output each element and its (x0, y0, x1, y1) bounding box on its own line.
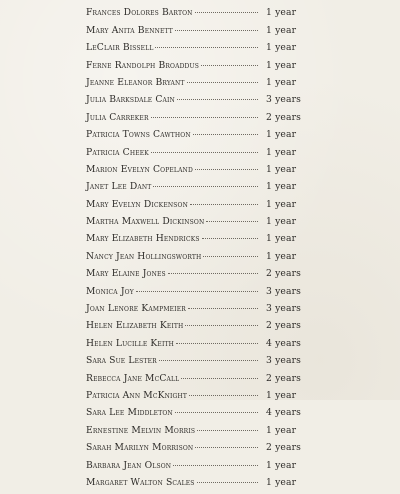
years-count: 2 years (266, 320, 302, 332)
dot-leader (189, 395, 258, 396)
years-count: 1 year (266, 163, 297, 175)
student-name: Margaret Walton Scales (86, 476, 195, 488)
list-item (86, 77, 322, 94)
dot-leader (159, 360, 258, 361)
student-name: Mary Evelyn Dickenson (86, 198, 188, 210)
student-name: Rebecca Jane McCall (86, 372, 180, 384)
student-name: Julia Barksdale Cain (86, 94, 175, 106)
list-item (86, 0, 322, 7)
years-count: 1 year (266, 250, 297, 262)
dot-leader (197, 430, 258, 431)
student-name: LeClair Bissell (86, 42, 154, 54)
list-item (86, 233, 322, 250)
dot-leader (136, 291, 258, 292)
student-name: Barbara Jean Olson (86, 459, 172, 471)
list-item (86, 251, 322, 268)
dot-leader (202, 238, 258, 239)
student-name: Frances Dolores Barton (86, 7, 193, 19)
dot-leader (153, 186, 258, 187)
dot-leader (176, 343, 258, 344)
student-name: Ernestine Melvin Morris (86, 424, 196, 436)
student-name: Helen Lucille Keith (86, 337, 175, 349)
student-name: Sara Lee Middleton (86, 407, 173, 419)
dot-leader (181, 378, 258, 379)
dot-leader (151, 117, 258, 118)
student-name: Sara Sue Lester (86, 355, 157, 367)
years-count: 3 years (266, 303, 302, 315)
student-name: Monica Joy (86, 285, 134, 297)
list-item (86, 355, 322, 372)
years-count: 1 year (266, 76, 297, 88)
dot-leader (203, 256, 258, 257)
years-count: 1 year (266, 424, 297, 436)
years-count: 4 years (266, 337, 302, 349)
student-name: Mary Elaine Jones (86, 268, 166, 280)
dot-leader (175, 30, 258, 31)
dot-leader (195, 447, 258, 448)
years-count: 3 years (266, 94, 302, 106)
dot-leader (185, 325, 258, 326)
dot-leader (177, 99, 258, 100)
dot-leader (188, 308, 258, 309)
years-count: 1 year (266, 146, 297, 158)
dot-leader (168, 273, 258, 274)
list-item (86, 320, 322, 337)
years-count: 1 year (266, 181, 297, 193)
list-item (86, 25, 322, 42)
years-count: 1 year (266, 459, 297, 471)
student-list (86, 0, 322, 494)
student-name: Janet Lee Dant (86, 181, 152, 193)
list-item (86, 181, 322, 198)
years-count: 1 year (266, 216, 297, 228)
dot-leader (190, 204, 258, 205)
list-item (86, 7, 322, 24)
student-name: Martha Maxwell Dickinson (86, 216, 205, 228)
years-count: 1 year (266, 389, 297, 401)
years-count: 1 year (266, 476, 297, 488)
dot-leader (201, 65, 258, 66)
list-item (86, 425, 322, 442)
list-item (86, 442, 322, 459)
dot-leader (193, 134, 258, 135)
list-item (86, 42, 322, 59)
years-count: 1 year (266, 129, 297, 141)
list-item (86, 373, 322, 390)
years-count: 2 years (266, 268, 302, 280)
years-count: 1 year (266, 233, 297, 245)
years-count: 1 year (266, 198, 297, 210)
dot-leader (195, 12, 258, 13)
student-name: Patricia Towns Cawthon (86, 129, 191, 141)
dot-leader (187, 82, 258, 83)
list-item (86, 477, 322, 494)
student-name: Patricia Cheek (86, 146, 149, 158)
list-item (86, 199, 322, 216)
student-name: Julia Carreker (86, 111, 149, 123)
years-count: 1 year (266, 24, 297, 36)
student-name: Sarah Marilyn Morrison (86, 442, 194, 454)
dot-leader (173, 465, 258, 466)
years-count: 1 year (266, 7, 297, 19)
student-name: Patricia Ann McKnight (86, 389, 188, 401)
years-count: 2 years (266, 372, 302, 384)
list-item (86, 268, 322, 285)
student-name: Marion Evelyn Copeland (86, 163, 193, 175)
student-name: Mary Anita Bennett (86, 24, 173, 36)
years-count: 1 year (266, 59, 297, 71)
student-name: Helen Elizabeth Keith (86, 320, 184, 332)
dot-leader (175, 412, 258, 413)
years-count: 3 years (266, 285, 302, 297)
list-item (86, 390, 322, 407)
list-item (86, 164, 322, 181)
dot-leader (197, 482, 258, 483)
student-name: Jeanne Eleanor Bryant (86, 76, 185, 88)
years-count: 4 years (266, 407, 302, 419)
years-count: 3 years (266, 355, 302, 367)
list-item (86, 147, 322, 164)
list-item (86, 338, 322, 355)
list-item (86, 303, 322, 320)
student-name: Nancy Jean Hollingsworth (86, 250, 202, 262)
years-count: 2 years (266, 442, 302, 454)
list-item (86, 407, 322, 424)
list-item (86, 60, 322, 77)
list-item (86, 112, 322, 129)
dot-leader (155, 47, 258, 48)
dot-leader (151, 152, 258, 153)
student-name: Joan Lenore Kampmeier (86, 303, 186, 315)
list-item (86, 94, 322, 111)
list-item (86, 286, 322, 303)
list-item (86, 129, 322, 146)
dot-leader (195, 169, 258, 170)
list-item (86, 460, 322, 477)
student-name: Ferne Randolph Broaddus (86, 59, 199, 71)
years-count: 2 years (266, 111, 302, 123)
years-count: 1 year (266, 42, 297, 54)
list-item (86, 216, 322, 233)
student-name: Mary Elizabeth Hendricks (86, 233, 200, 245)
dot-leader (206, 221, 258, 222)
